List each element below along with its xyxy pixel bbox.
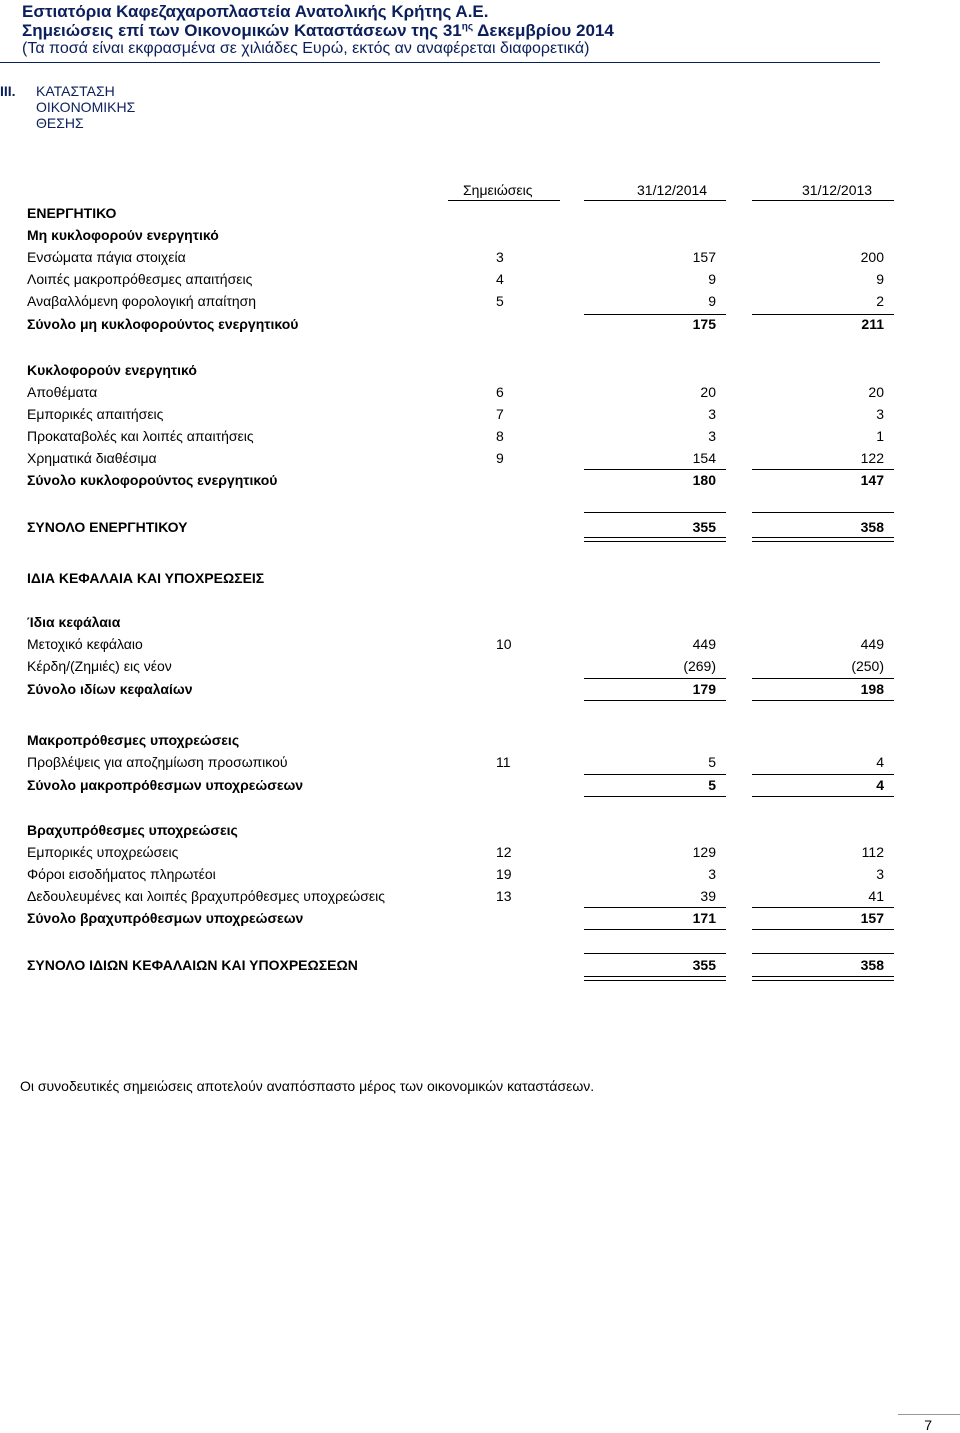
rule [752,314,894,315]
subtitle: (Τα ποσά είναι εκφρασμένα σε χιλιάδες Ευρώ, εκτός αν αναφέρεται διαφορετικά) [22,40,590,57]
rule [752,774,894,775]
row-value-2013: 3 [876,406,884,422]
table-row [0,227,960,247]
row-value-2014: 20 [700,384,716,400]
company-name: Εστιατόρια Καφεζαχαροπλαστεία Ανατολικής Κρήτης Α.Ε. [22,2,489,21]
table-row [0,205,960,225]
row-value-2014: 39 [700,888,716,904]
table-row [0,519,960,539]
row-value-2013: 147 [860,472,884,488]
row-note: 6 [496,384,504,400]
row-note: 3 [496,249,504,265]
row-value-2013: 3 [876,866,884,882]
table-row [0,822,960,842]
table-row [0,754,960,774]
row-value-2013: 157 [860,910,884,926]
row-label: Μετοχικό κεφάλαιο [27,636,143,652]
row-value-2013: 198 [860,681,884,697]
rule [584,796,726,797]
page-number-rule [898,1414,960,1415]
rule [752,907,894,908]
row-note: 4 [496,271,504,287]
rule [584,314,726,315]
col-2013-underline [752,200,894,201]
table-row [0,472,960,492]
row-label: Αποθέματα [27,384,98,400]
row-note: 19 [496,866,512,882]
row-value-2013: 449 [860,636,884,652]
row-label: Σύνολο βραχυπρόθεσμων υποχρεώσεων [27,910,304,926]
row-value-2014: 154 [692,450,716,466]
rule [752,929,894,930]
row-value-2013: 4 [876,754,884,770]
row-value-2013: 358 [860,957,884,973]
row-value-2014: 180 [692,472,716,488]
rule [584,929,726,930]
row-value-2013: 41 [868,888,884,904]
row-note: 10 [496,636,512,652]
row-label: ΣΥΝΟΛΟ ΙΔΙΩΝ ΚΕΦΑΛΑΙΩΝ ΚΑΙ ΥΠΟΧΡΕΩΣΕΩΝ [27,957,358,973]
row-value-2014: (269) [683,658,716,674]
row-label: Φόροι εισοδήματος πληρωτέοι [27,866,216,882]
row-label: Κυκλοφορούν ενεργητικό [27,362,197,378]
row-value-2014: 129 [692,844,716,860]
row-value-2013: 4 [876,777,884,793]
row-value-2014: 5 [708,777,716,793]
row-label: Δεδουλευμένες και λοιπές βραχυπρόθεσμες υποχρεώσεις [27,888,385,904]
rule [584,907,726,908]
row-label: Ίδια κεφάλαια [27,614,121,630]
table-row [0,570,960,590]
table-row [0,681,960,701]
table-row [0,636,960,656]
row-value-2014: 355 [692,519,716,535]
rule [752,796,894,797]
table-row [0,271,960,291]
table-row [0,428,960,448]
row-value-2013: 122 [860,450,884,466]
row-label: Εμπορικές απαιτήσεις [27,406,164,422]
row-note: 8 [496,428,504,444]
row-label: Βραχυπρόθεσμες υποχρεώσεις [27,822,238,838]
row-value-2014: 179 [692,681,716,697]
rule [752,469,894,470]
double-rule [752,537,894,542]
rule [584,512,726,513]
rule [752,512,894,513]
row-label: Σύνολο ιδίων κεφαλαίων [27,681,193,697]
row-value-2014: 171 [692,910,716,926]
row-label: Χρηματικά διαθέσιμα [27,450,157,466]
rule [584,678,726,679]
row-label: Ενσώματα πάγια στοιχεία [27,249,186,265]
row-label: Σύνολο κυκλοφορούντος ενεργητικού [27,472,278,488]
row-value-2013: 358 [860,519,884,535]
row-value-2014: 3 [708,428,716,444]
row-label: Σύνολο μη κυκλοφορούντος ενεργητικού [27,316,299,332]
row-value-2014: 5 [708,754,716,770]
section-title: ΚΑΤΑΣΤΑΣΗ ΟΙΚΟΝΟΜΙΚΗΣ ΘΕΣΗΣ [36,83,136,131]
rule [752,678,894,679]
rule [584,774,726,775]
row-note: 9 [496,450,504,466]
row-note: 13 [496,888,512,904]
table-row [0,910,960,930]
table-row [0,316,960,336]
page-number: 7 [924,1417,932,1433]
table-row [0,844,960,864]
row-label: Λοιπές μακροπρόθεσμες απαιτήσεις [27,271,253,287]
row-label: ΙΔΙΑ ΚΕΦΑΛΑΙΑ ΚΑΙ ΥΠΟΧΡΕΩΣΕΙΣ [27,570,265,586]
notes-title-pre: Σημειώσεις επί των Οικονομικών Καταστάσεων της 31 [22,21,462,40]
col-2014-underline [584,200,726,201]
table-row [0,888,960,908]
row-label: Μη κυκλοφορούν ενεργητικό [27,227,219,243]
notes-title-post: Δεκεμβρίου 2014 [473,21,614,40]
table-row [0,614,960,634]
double-rule [584,976,726,981]
row-value-2013: (250) [851,658,884,674]
rule [752,953,894,954]
row-note: 11 [496,754,511,770]
footnote: Οι συνοδευτικές σημειώσεις αποτελούν αναπόσπαστο μέρος των οικονομικών καταστάσεων. [20,1078,595,1094]
row-value-2013: 112 [861,844,884,860]
row-label: ΕΝΕΡΓΗΤΙΚΟ [27,205,117,221]
row-value-2014: 9 [708,293,716,309]
rule [584,469,726,470]
table-row [0,362,960,382]
row-value-2013: 200 [860,249,884,265]
row-note: 7 [496,406,504,422]
row-label: Εμπορικές υποχρεώσεις [27,844,179,860]
row-value-2014: 355 [692,957,716,973]
row-value-2013: 211 [861,316,884,332]
rule [584,700,726,701]
table-row [0,450,960,470]
notes-title [22,21,614,41]
table-row [0,957,960,977]
row-label: Προκαταβολές και λοιπές απαιτήσεις [27,428,254,444]
col-notes-underline [448,200,560,201]
double-rule [752,976,894,981]
row-value-2013: 20 [868,384,884,400]
row-label: Κέρδη/(Ζημιές) εις νέον [27,658,172,674]
table-row [0,293,960,313]
row-value-2014: 3 [708,866,716,882]
row-note: 5 [496,293,504,309]
row-value-2014: 157 [692,249,716,265]
col-2014: 31/12/2014 [637,182,708,198]
row-value-2013: 9 [876,271,884,287]
row-label: Μακροπρόθεσμες υποχρεώσεις [27,732,240,748]
col-notes: Σημειώσεις [463,182,533,198]
row-value-2013: 2 [876,293,884,309]
row-value-2014: 449 [692,636,716,652]
header-rule [0,62,880,63]
table-row [0,866,960,886]
row-label: Προβλέψεις για αποζημίωση προσωπικού [27,754,288,770]
table-row [0,732,960,752]
row-value-2014: 3 [708,406,716,422]
table-row [0,658,960,678]
rule [584,953,726,954]
table-row [0,384,960,404]
row-label: Σύνολο μακροπρόθεσμων υποχρεώσεων [27,777,304,793]
table-row [0,406,960,426]
notes-title-sup: ης [461,21,474,33]
row-value-2014: 9 [708,271,716,287]
row-note: 12 [496,844,512,860]
row-label: ΣΥΝΟΛΟ ΕΝΕΡΓΗΤΙΚΟΥ [27,519,188,535]
col-2013: 31/12/2013 [802,182,873,198]
row-value-2013: 1 [876,428,884,444]
row-label: Αναβαλλόμενη φορολογική απαίτηση [27,293,257,309]
rule [752,700,894,701]
table-row [0,777,960,797]
double-rule [584,537,726,542]
section-number: III. [0,83,16,99]
row-value-2014: 175 [692,316,716,332]
table-row [0,249,960,269]
